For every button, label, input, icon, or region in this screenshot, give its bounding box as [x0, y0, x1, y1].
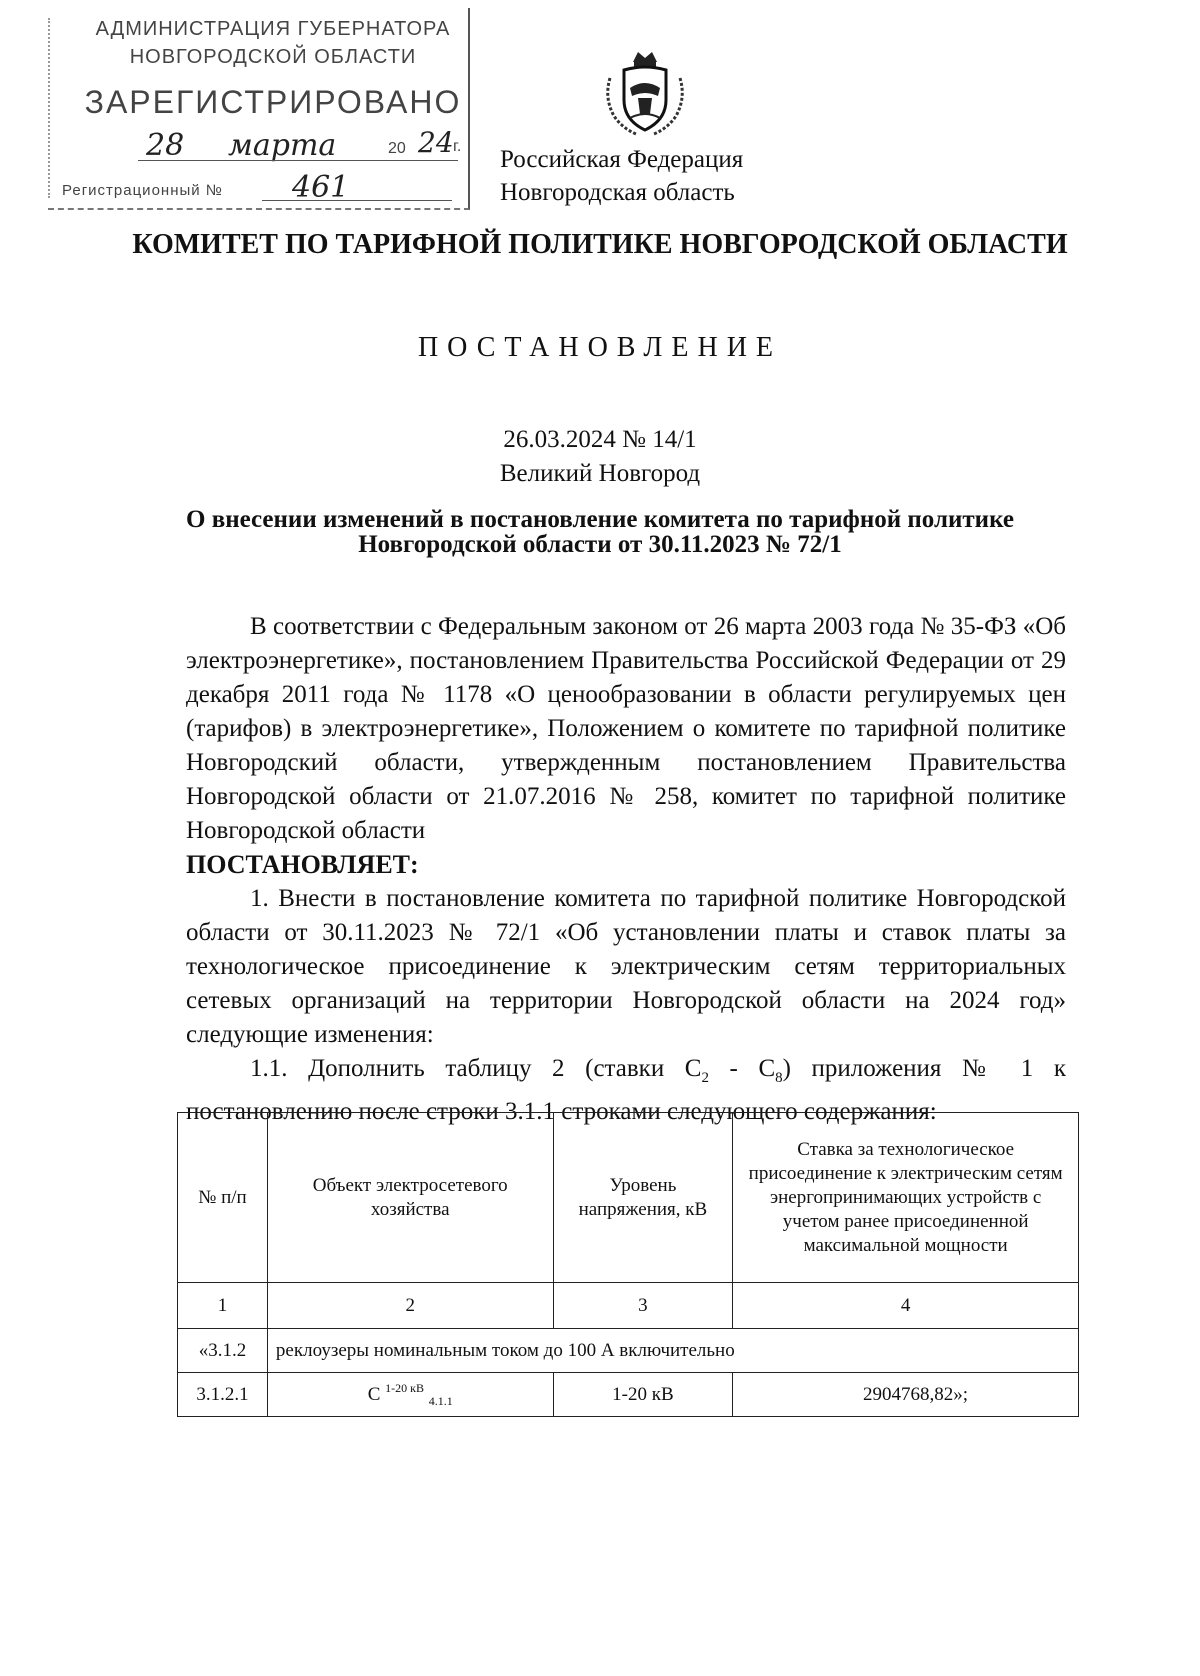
- committee-title: КОМИТЕТ ПО ТАРИФНОЙ ПОЛИТИКЕ НОВГОРОДСКОЙ ОБЛАСТИ: [132, 229, 1068, 260]
- stamp-reg-underline: [262, 200, 452, 201]
- table-cell-number: «3.1.2: [178, 1329, 268, 1373]
- item-1-1-part-b: - С: [708, 1055, 776, 1082]
- object-base: С: [367, 1383, 381, 1405]
- table-cell-number: 3.1.2.1: [178, 1373, 268, 1417]
- table-header-cell: Уровень напряжения, кВ: [553, 1113, 733, 1283]
- stamp-day: 28: [146, 128, 185, 163]
- table-cell: 4: [733, 1283, 1079, 1329]
- stamp-reg-label: Регистрационный №: [62, 182, 223, 199]
- stamp-date-underline: [138, 160, 458, 161]
- rates-table: [177, 1112, 1079, 1417]
- table-row: [178, 1373, 1079, 1417]
- item-1-1-part-c: ) приложения № 1 к постановлению после строки 3.1.1 строками следующего содержания:: [186, 1055, 1066, 1125]
- table-cell: 3: [553, 1283, 733, 1329]
- table-cell-voltage: 1-20 кВ: [553, 1373, 733, 1417]
- table-row: [178, 1329, 1079, 1373]
- stamp-date: [108, 128, 468, 162]
- stamp-registration-number: [62, 170, 462, 205]
- subject-line-1: О внесении изменений в постановление комитета по тарифной политике: [186, 506, 1014, 533]
- object-subscript: 4.1.1: [428, 1393, 453, 1408]
- table-cell: 1: [178, 1283, 268, 1329]
- table-header-cell: Объект электросетевого хозяйства: [267, 1113, 553, 1283]
- table-cell-object: [267, 1373, 553, 1417]
- stamp-year-suffix: 24: [418, 126, 454, 159]
- coat-of-arms-icon: [600, 48, 690, 138]
- stamp-registered: ЗАРЕГИСТРИРОВАНО: [84, 84, 462, 120]
- document-type: ПОСТАНОВЛЕНИЕ: [417, 332, 783, 363]
- date-and-number: [120, 423, 1080, 491]
- subject-line-2: Новгородской области от 30.11.2023 № 72/1: [358, 531, 842, 558]
- stamp-year-prefix: 20: [388, 140, 406, 157]
- stamp-reg-number: 461: [292, 170, 350, 205]
- stamp-dotted-border: [48, 18, 50, 198]
- table-cell-rate: 2904768,82»;: [733, 1373, 1079, 1417]
- document-body: [186, 610, 1066, 1129]
- document-city: Великий Новгород: [499, 460, 701, 487]
- region-name: Новгородская область: [500, 179, 735, 206]
- item-1-1-part-a: 1.1. Дополнить таблицу 2 (ставки С: [250, 1055, 702, 1082]
- stamp-line-region: НОВГОРОДСКОЙ ОБЛАСТИ: [129, 46, 417, 68]
- item-1-1-sub-8: 8: [775, 1070, 783, 1086]
- document-subject: [120, 507, 1080, 557]
- table-header-cell: № п/п: [178, 1113, 268, 1283]
- stamp-month: марта: [228, 128, 337, 163]
- decree-heading: ПОСТАНОВЛЯЕТ:: [186, 850, 419, 879]
- item-1-paragraph: 1. Внести в постановление комитета по тарифной политике Новгородской области от 30.11.2023 № 72/1 «Об установлении платы и ставок платы за технологическое присоединение к электрическим сетям территориальных сетевых организаций на территории Новгородской области на 2024 год» следующие изменения:: [186, 885, 1066, 1048]
- table-header-row: [178, 1113, 1079, 1283]
- table-column-numbers-row: [178, 1283, 1079, 1329]
- stamp-line-administration: АДМИНИСТРАЦИЯ ГУБЕРНАТОРА: [95, 18, 451, 40]
- table-cell: 2: [267, 1283, 553, 1329]
- preamble-paragraph: В соответствии с Федеральным законом от 26 марта 2003 года № 35-ФЗ «Об электроэнергетике», постановлением Правительства Российской Федерации от 29 декабря 2011 года № 1178 «О ценообразовании в области регулируемых цен (тарифов) в электроэнергетике», Положением о комитете по тарифной политике Новгородский области, утвержденным постановлением Правительства Новгородской области от 21.07.2016 № 258, комитет по тарифной политике Новгородской области: [186, 613, 1066, 844]
- federation-header: [500, 143, 800, 209]
- document-date-number: 26.03.2024 № 14/1: [503, 426, 697, 453]
- item-1-1-sub-2: 2: [701, 1070, 709, 1086]
- table-header-cell: Ставка за технологическое присоединение к электрическим сетям энергопринимающих устройств с учетом ранее присоединенной максимальной мощности: [733, 1113, 1079, 1283]
- object-superscript: 1-20 кВ: [385, 1380, 424, 1395]
- country-name: Российская Федерация: [500, 146, 744, 173]
- table-cell-description: реклоузеры номинальным током до 100 А включительно: [267, 1329, 1078, 1373]
- registration-stamp: [48, 8, 470, 210]
- stamp-year-mark: г.: [453, 138, 462, 155]
